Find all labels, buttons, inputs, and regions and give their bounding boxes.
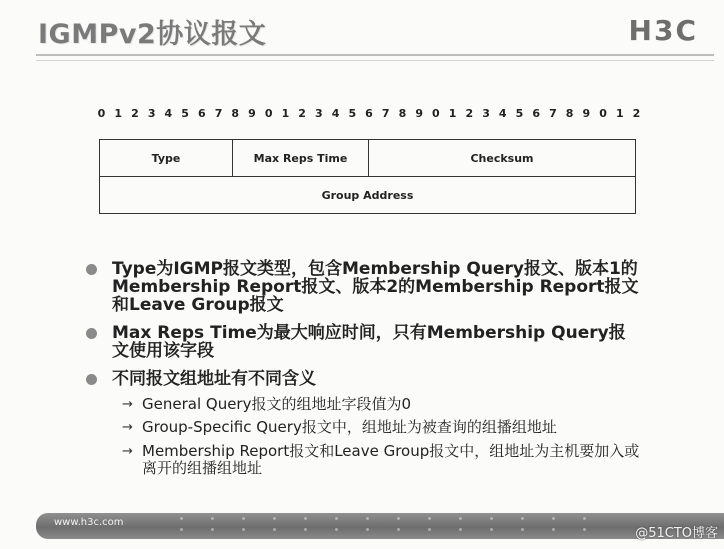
header-divider — [36, 54, 714, 56]
bit-index: 9 — [415, 107, 423, 120]
arrow-icon: → — [122, 420, 133, 435]
page-title: IGMPv2协议报文 — [38, 19, 267, 50]
bit-index: 5 — [348, 107, 357, 120]
bullet-type: Type为IGMP报文类型，包含Membership Query报文、版本1的Membership Report报文、版本2的Membership Report报文和Leave Group报文 — [112, 259, 639, 315]
bit-index: 5 — [515, 107, 524, 120]
bit-index: 1 — [448, 107, 457, 120]
bit-index: 9 — [582, 107, 591, 120]
bullet-dot — [86, 328, 97, 339]
watermark: @51CTO博客 — [635, 526, 718, 541]
h3c-logo: H3C — [628, 14, 698, 47]
bit-index: 3 — [147, 107, 156, 120]
bit-index: 7 — [549, 107, 557, 120]
bit-index: 0 — [97, 107, 106, 120]
sub-bullet-report-leave: Membership Report报文和Leave Group报文中，组地址为主机要加入或离开的组播组地址 — [142, 442, 640, 477]
bit-index: 6 — [365, 107, 373, 120]
sub-bullet-group-specific-query: Group-Specific Query报文中，组地址为被查询的组播组地址 — [142, 418, 557, 436]
footer-dots-pattern — [166, 513, 604, 539]
bit-index: 7 — [381, 107, 390, 120]
bit-index: 1 — [281, 107, 290, 120]
bit-ruler — [95, 107, 643, 120]
field-type: Type — [100, 140, 233, 177]
bit-index: 7 — [214, 107, 223, 120]
bullet-group-address: 不同报文组地址有不同含义 — [112, 369, 316, 389]
bit-index: 2 — [298, 107, 306, 120]
bit-index: 4 — [331, 107, 340, 120]
bit-index: 4 — [164, 107, 173, 120]
field-group-address: Group Address — [321, 188, 414, 202]
bit-index: 5 — [181, 107, 189, 120]
bit-index: 3 — [482, 107, 490, 120]
bit-index: 6 — [197, 107, 206, 120]
bit-index: 0 — [432, 107, 440, 120]
bullet-max-reps-time: Max Reps Time为最大响应时间，只有Membership Query报文使用该字段 — [112, 323, 626, 361]
header-divider-thin — [36, 60, 714, 61]
bit-index: 1 — [615, 107, 624, 120]
bit-index: 6 — [532, 107, 541, 120]
bit-index: 8 — [565, 107, 574, 120]
bit-index: 2 — [632, 107, 641, 120]
bit-index: 9 — [248, 107, 256, 120]
bit-index: 1 — [114, 107, 123, 120]
bit-index: 0 — [599, 107, 607, 120]
bit-index: 4 — [498, 107, 507, 120]
field-max-reps-time: Max Reps Time — [233, 140, 369, 177]
footer-bar — [36, 513, 724, 539]
arrow-icon: → — [122, 397, 133, 412]
footer-url: www.h3c.com — [54, 517, 124, 528]
bit-index: 2 — [465, 107, 474, 120]
bit-index: 2 — [131, 107, 139, 120]
field-checksum: Checksum — [369, 140, 635, 177]
bit-index: 8 — [398, 107, 407, 120]
packet-format-diagram — [99, 139, 636, 214]
bullet-dot — [86, 264, 97, 275]
bit-index: 3 — [315, 107, 323, 120]
sub-bullet-general-query: General Query报文的组地址字段值为0 — [142, 395, 412, 413]
bullet-dot — [86, 374, 97, 385]
bit-index: 8 — [231, 107, 240, 120]
arrow-icon: → — [122, 444, 133, 459]
bit-index: 0 — [264, 107, 273, 120]
